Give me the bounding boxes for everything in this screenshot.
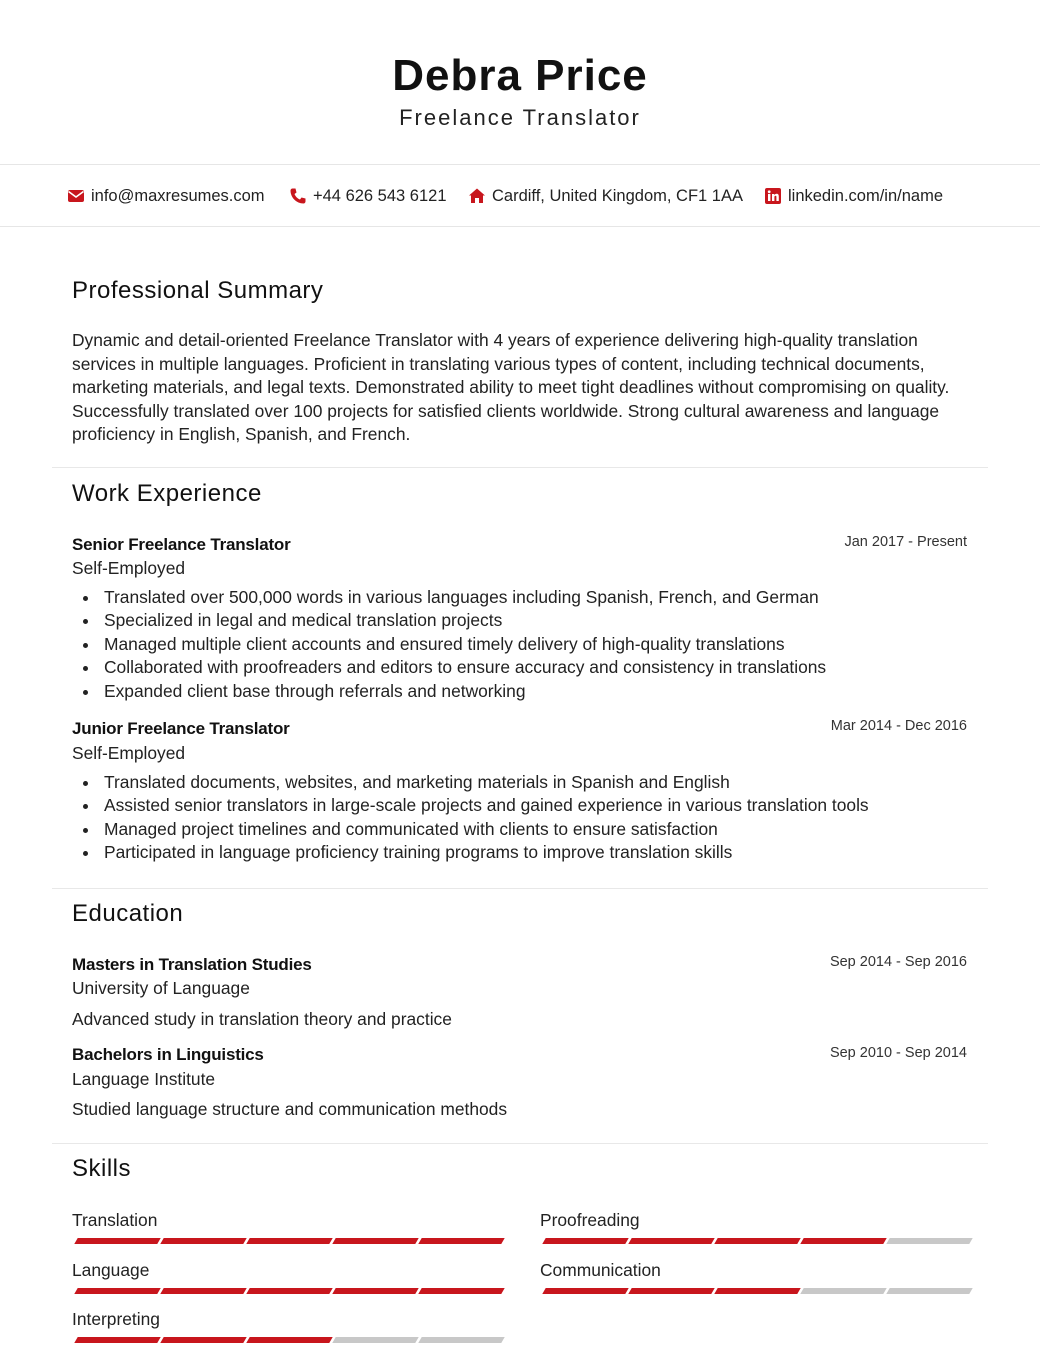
skill-segment-filled xyxy=(714,1238,800,1244)
list-item: Assisted senior translators in large-scale projects and gained experience in various translation tools xyxy=(104,794,964,817)
contact-linkedin-text: linkedin.com/in/name xyxy=(788,186,943,205)
skill-segment-filled xyxy=(714,1288,800,1294)
list-item: Translated documents, websites, and marketing materials in Spanish and English xyxy=(104,771,964,794)
job-company: Self-Employed xyxy=(72,558,186,578)
edu-description: Studied language structure and communication methods xyxy=(72,1099,508,1119)
job-dates: Jan 2017 - Present xyxy=(844,534,967,550)
skill-segment-filled xyxy=(74,1238,160,1244)
skill-level-bar xyxy=(72,1337,502,1343)
home-icon xyxy=(468,187,486,205)
skill-name: Translation xyxy=(72,1210,158,1230)
skill-name: Proofreading xyxy=(540,1210,640,1230)
candidate-role: Freelance Translator xyxy=(399,105,641,130)
contact-address xyxy=(468,185,743,207)
list-item: Specialized in legal and medical translation projects xyxy=(104,609,964,632)
skill-segment-filled xyxy=(332,1288,418,1294)
summary-text: Dynamic and detail-oriented Freelance Translator with 4 years of experience delivering high-quality translation services in multiple languages. Proficient in translating various types of content, including technical documents, marketing materials, and legal texts. Demonstrated ability to meet tight deadlines without compromising on quality. Successfully translated over 100 projects for satisfied clients worldwide. Strong cultural awareness and language proficiency in English, Spanish, and French. xyxy=(72,330,950,445)
contact-address-text: Cardiff, United Kingdom, CF1 1AA xyxy=(492,186,743,205)
list-item: Managed project timelines and communicated with clients to ensure satisfaction xyxy=(104,818,964,841)
education-heading: Education xyxy=(72,900,184,927)
skill-segment-filled xyxy=(418,1288,504,1294)
skill-segment-filled xyxy=(74,1288,160,1294)
resume-header xyxy=(0,0,1040,164)
skill-segment-filled xyxy=(332,1238,418,1244)
skill-name: Communication xyxy=(540,1260,661,1280)
contact-email-text: info@maxresumes.com xyxy=(91,186,265,205)
section-divider xyxy=(52,467,988,468)
skill-segment-filled xyxy=(160,1288,246,1294)
contact-linkedin[interactable] xyxy=(764,185,943,207)
skill-level-bar xyxy=(540,1288,970,1294)
contact-phone[interactable] xyxy=(289,185,447,207)
skill-name: Language xyxy=(72,1260,150,1280)
linkedin-icon xyxy=(764,187,782,205)
envelope-icon xyxy=(67,187,85,205)
job-bullets xyxy=(104,586,964,703)
skill-segment-filled xyxy=(542,1238,628,1244)
skill-segment-empty xyxy=(886,1288,972,1294)
skill-segment-filled xyxy=(628,1288,714,1294)
job-title: Senior Freelance Translator xyxy=(72,535,291,554)
list-item: Participated in language proficiency training programs to improve translation skills xyxy=(104,841,964,864)
edu-degree: Bachelors in Linguistics xyxy=(72,1045,264,1064)
summary-heading: Professional Summary xyxy=(72,277,324,304)
list-item: Collaborated with proofreaders and editors to ensure accuracy and consistency in translations xyxy=(104,656,964,679)
job-dates: Mar 2014 - Dec 2016 xyxy=(830,718,967,734)
job-title: Junior Freelance Translator xyxy=(72,719,290,738)
job-bullets xyxy=(104,771,964,865)
edu-description: Advanced study in translation theory and practice xyxy=(72,1009,452,1029)
skill-name: Interpreting xyxy=(72,1309,160,1329)
skill-level-bar xyxy=(72,1288,502,1294)
contact-phone-text: +44 626 543 6121 xyxy=(313,186,447,205)
skill-segment-filled xyxy=(418,1238,504,1244)
list-item: Translated over 500,000 words in various languages including Spanish, French, and German xyxy=(104,586,964,609)
section-divider xyxy=(52,1143,988,1144)
contact-bar xyxy=(0,164,1040,227)
contact-email[interactable] xyxy=(67,185,265,207)
skill-segment-empty xyxy=(418,1337,504,1343)
edu-dates: Sep 2014 - Sep 2016 xyxy=(829,954,967,970)
skill-segment-filled xyxy=(628,1238,714,1244)
skill-segment-filled xyxy=(246,1337,332,1343)
experience-heading: Work Experience xyxy=(72,480,262,507)
skill-segment-filled xyxy=(246,1288,332,1294)
candidate-name: Debra Price xyxy=(392,51,648,100)
section-divider xyxy=(52,888,988,889)
edu-school: University of Language xyxy=(72,978,250,998)
skill-segment-filled xyxy=(160,1337,246,1343)
edu-degree: Masters in Translation Studies xyxy=(72,955,312,974)
edu-school: Language Institute xyxy=(72,1069,216,1089)
skill-level-bar xyxy=(540,1238,970,1244)
skill-segment-filled xyxy=(800,1238,886,1244)
skill-segment-filled xyxy=(542,1288,628,1294)
skill-level-bar xyxy=(72,1238,502,1244)
skill-segment-filled xyxy=(246,1238,332,1244)
list-item: Managed multiple client accounts and ensured timely delivery of high-quality translations xyxy=(104,633,964,656)
skills-heading: Skills xyxy=(72,1155,132,1182)
skill-segment-empty xyxy=(800,1288,886,1294)
skill-segment-empty xyxy=(332,1337,418,1343)
skill-segment-empty xyxy=(886,1238,972,1244)
list-item: Expanded client base through referrals and networking xyxy=(104,680,964,703)
skill-segment-filled xyxy=(74,1337,160,1343)
edu-dates: Sep 2010 - Sep 2014 xyxy=(829,1045,967,1061)
skill-segment-filled xyxy=(160,1238,246,1244)
phone-icon xyxy=(289,187,307,205)
job-company: Self-Employed xyxy=(72,743,186,763)
